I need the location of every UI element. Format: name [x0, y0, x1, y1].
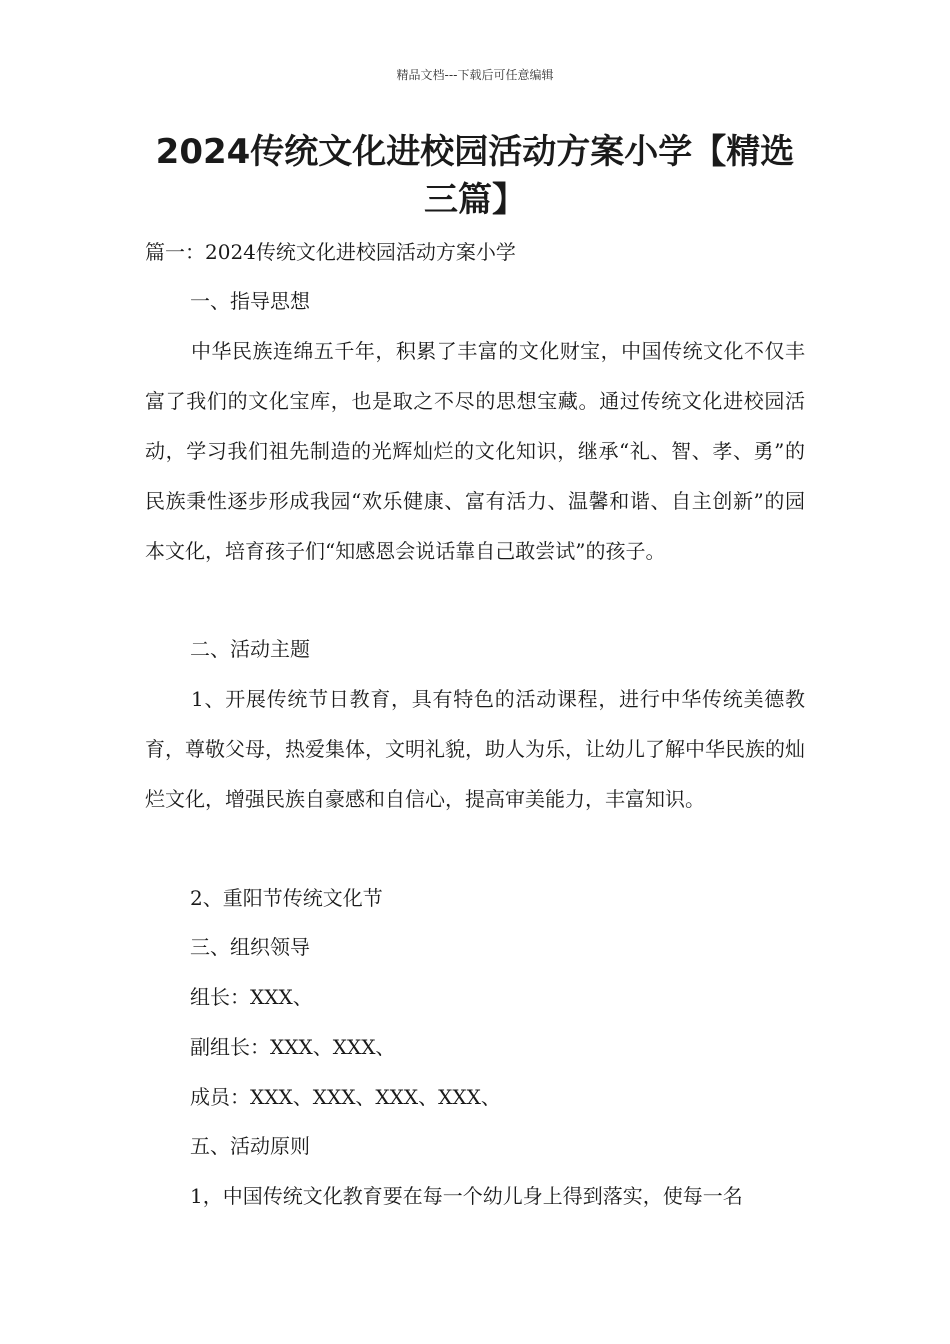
- heading-organization: 三、组织领导: [190, 935, 310, 959]
- heading-guiding-ideology: 一、指导思想: [190, 289, 310, 313]
- section-title: 篇一：2024传统文化进校园活动方案小学: [145, 240, 516, 264]
- vice-team-leader: 副组长：XXX、XXX、: [190, 1035, 396, 1059]
- item-double-ninth-festival: 2、重阳节传统文化节: [190, 886, 383, 910]
- paragraph-guiding-ideology: 中华民族连绵五千年，积累了丰富的文化财宝，中国传统文化不仅丰富了我们的文化宝库，也是取之不尽的思想宝藏。通过传统文化进校园活动，学习我们祖先制造的光辉灿烂的文化知识，继承“礼、智、孝、勇”的民族秉性逐步形成我园“欢乐健康、富有活力、温馨和谐、自主创新”的园本文化，培育孩子们“知感恩会说话靠自己敢尝试”的孩子。: [145, 339, 805, 563]
- document-title: 2024传统文化进校园活动方案小学【精选三篇】: [155, 132, 795, 220]
- heading-activity-principles: 五、活动原则: [190, 1134, 310, 1158]
- header-note: 精品文档---下载后可任意编辑: [396, 68, 554, 82]
- team-members: 成员：XXX、XXX、XXX、XXX、: [190, 1085, 501, 1109]
- team-leader: 组长：XXX、: [190, 985, 313, 1009]
- paragraph-activity-principles: 1，中国传统文化教育要在每一个幼儿身上得到落实，使每一名: [190, 1184, 743, 1208]
- paragraph-activity-theme: 1、开展传统节日教育，具有特色的活动课程，进行中华传统美德教育，尊敬父母，热爱集体，文明礼貌，助人为乐，让幼儿了解中华民族的灿烂文化，增强民族自豪感和自信心，提高审美能力，丰富知识。: [145, 687, 805, 811]
- heading-activity-theme: 二、活动主题: [190, 637, 310, 661]
